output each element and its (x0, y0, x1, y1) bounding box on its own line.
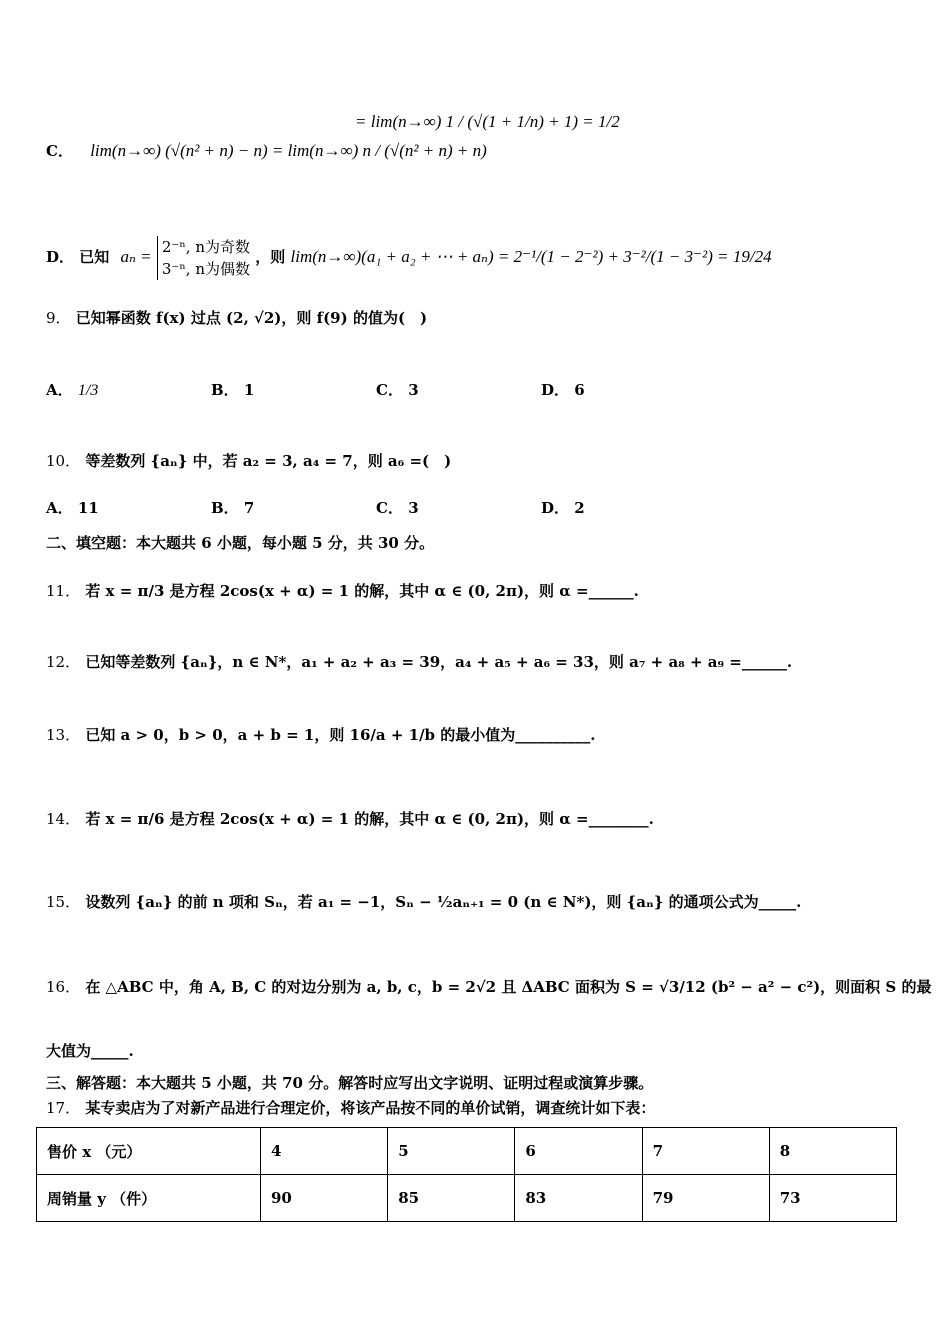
table-row-header: 周销量 y （件） (37, 1175, 261, 1222)
q9-choice-c (376, 379, 419, 400)
table-cell: 79 (642, 1175, 769, 1222)
question-17-text: 某专卖店为了对新产品进行合理定价，将该产品按不同的单价试销，调查统计如下表： (85, 1099, 656, 1117)
option-c-continued (355, 112, 620, 132)
option-d-mid: ，则 (255, 248, 286, 266)
q10-choice-b-value: 7 (243, 499, 255, 517)
table-cell: 6 (515, 1128, 642, 1175)
question-12-text: 已知等差数列 {aₙ}，n ∈ N*，a₁ + a₂ + a₃ = 39，a₄ + a₅ + a₆ = 33，则 a₇ + a₈ + a₉ =______. (85, 653, 793, 671)
question-15-number: 15． (46, 893, 81, 911)
option-d-prefix: 已知 (79, 248, 110, 266)
q10-choice-d-value: 2 (574, 499, 585, 517)
question-14 (46, 808, 654, 829)
table-cell: 5 (388, 1128, 515, 1175)
q9-choice-a-label: A． (46, 381, 73, 399)
q9-choice-d-value: 6 (574, 381, 585, 399)
question-9-number: 9． (46, 309, 71, 327)
option-d-formula: lim(n→∞)(a₁ + a₂ + ⋯ + aₙ) = 2⁻¹/(1 − 2⁻²) + 3⁻²/(1 − 3⁻²) = 19/24 (290, 247, 772, 266)
q9-choice-b-value: 1 (243, 381, 255, 399)
q10-choice-a-value: 11 (77, 499, 99, 517)
question-9-text: 已知幂函数 f(x) 过点 (2, √2)，则 f(9) 的值为( ) (75, 309, 428, 327)
question-17-number: 17． (46, 1099, 81, 1117)
question-10-number: 10． (46, 452, 81, 470)
q10-choice-c (376, 497, 419, 518)
option-d-label: D． (46, 248, 75, 266)
option-c-formula: lim(n→∞) (√(n² + n) − n) = lim(n→∞) n / (√(n² + n) + n) (90, 141, 487, 160)
piecewise (157, 236, 250, 280)
question-12 (46, 651, 792, 672)
option-d: D． 已知 aₙ = 2⁻ⁿ, n为奇数 3⁻ⁿ, n为偶数 ，则 lim(n→∞)(a₁ + a₂ + ⋯ + aₙ) = 2⁻¹/(1 − 2⁻²) + 3⁻²/(1 − 3⁻²) = 19/24 (46, 238, 772, 278)
option-c (46, 140, 487, 161)
q9-choice-a (46, 379, 98, 400)
question-11 (46, 580, 639, 601)
question-16 (46, 976, 931, 997)
question-16-text: 在 △ABC 中，角 A, B, C 的对边分别为 a, b, c，b = 2√2 且 ΔABC 面积为 S = √3/12 (b² − a² − c²)，则面积 S 的最 (85, 978, 932, 996)
question-15 (46, 891, 801, 912)
q9-choice-d-label: D． (541, 381, 570, 399)
question-10-text: 等差数列 {aₙ} 中，若 a₂ = 3, a₄ = 7，则 a₆ =( ) (85, 452, 452, 470)
section-2-heading: 二、填空题：本大题共 6 小题，每小题 5 分，共 30 分。 (46, 534, 435, 552)
q10-choice-c-label: C． (376, 499, 403, 517)
q9-choice-c-value: 3 (408, 381, 419, 399)
price-sales-table (36, 1127, 897, 1222)
question-10 (46, 450, 451, 471)
question-11-text: 若 x = π/3 是方程 2cos(x + α) = 1 的解，其中 α ∈ (0, 2π)，则 α =______. (85, 582, 639, 600)
q9-choice-a-value: 1/3 (77, 382, 99, 399)
q10-choice-b-label: B． (211, 499, 239, 517)
table-row (37, 1175, 897, 1222)
question-16-continued: 大值为_____. (46, 1042, 134, 1060)
table-cell: 4 (261, 1128, 388, 1175)
table-cell: 90 (261, 1175, 388, 1222)
q9-choice-b (211, 379, 254, 400)
q9-choice-c-label: C． (376, 381, 403, 399)
question-13 (46, 724, 595, 745)
q10-choice-d (541, 497, 585, 518)
question-13-text: 已知 a > 0，b > 0，a + b = 1，则 16/a + 1/b 的最小值为__________. (85, 726, 596, 744)
q10-choice-b (211, 497, 254, 518)
q10-choice-a (46, 497, 99, 518)
q9-choice-b-label: B． (211, 381, 239, 399)
option-c-label: C． (46, 142, 73, 160)
question-12-number: 12． (46, 653, 81, 671)
q9-choice-d (541, 379, 585, 400)
question-13-number: 13． (46, 726, 81, 744)
option-c-formula-2: = lim(n→∞) 1 / (√(1 + 1/n) + 1) = 1/2 (355, 112, 620, 131)
question-17 (46, 1097, 655, 1118)
q10-choice-a-label: A． (46, 499, 73, 517)
question-15-text: 设数列 {aₙ} 的前 n 项和 Sₙ，若 a₁ = −1，Sₙ − ½aₙ₊₁ = 0 (n ∈ N*)，则 {aₙ} 的通项公式为_____. (85, 893, 802, 911)
table-cell: 7 (642, 1128, 769, 1175)
piecewise-case-1: 2⁻ⁿ, n为奇数 (161, 238, 251, 256)
table-row (37, 1128, 897, 1175)
question-16-number: 16． (46, 978, 81, 996)
question-14-number: 14． (46, 810, 81, 828)
q10-choice-c-value: 3 (408, 499, 419, 517)
table-cell: 85 (388, 1175, 515, 1222)
question-9 (46, 307, 427, 328)
question-11-number: 11． (46, 582, 81, 600)
piecewise-case-2: 3⁻ⁿ, n为偶数 (161, 260, 251, 278)
question-14-text: 若 x = π/6 是方程 2cos(x + α) = 1 的解，其中 α ∈ (0, 2π)，则 α =________. (85, 810, 654, 828)
section-3-heading: 三、解答题：本大题共 5 小题，共 70 分。解答时应写出文字说明、证明过程或演算步骤。 (46, 1074, 654, 1092)
table-cell: 73 (769, 1175, 896, 1222)
table-cell: 8 (769, 1128, 896, 1175)
table-cell: 83 (515, 1175, 642, 1222)
table-row-header: 售价 x （元） (37, 1128, 261, 1175)
q10-choice-d-label: D． (541, 499, 570, 517)
